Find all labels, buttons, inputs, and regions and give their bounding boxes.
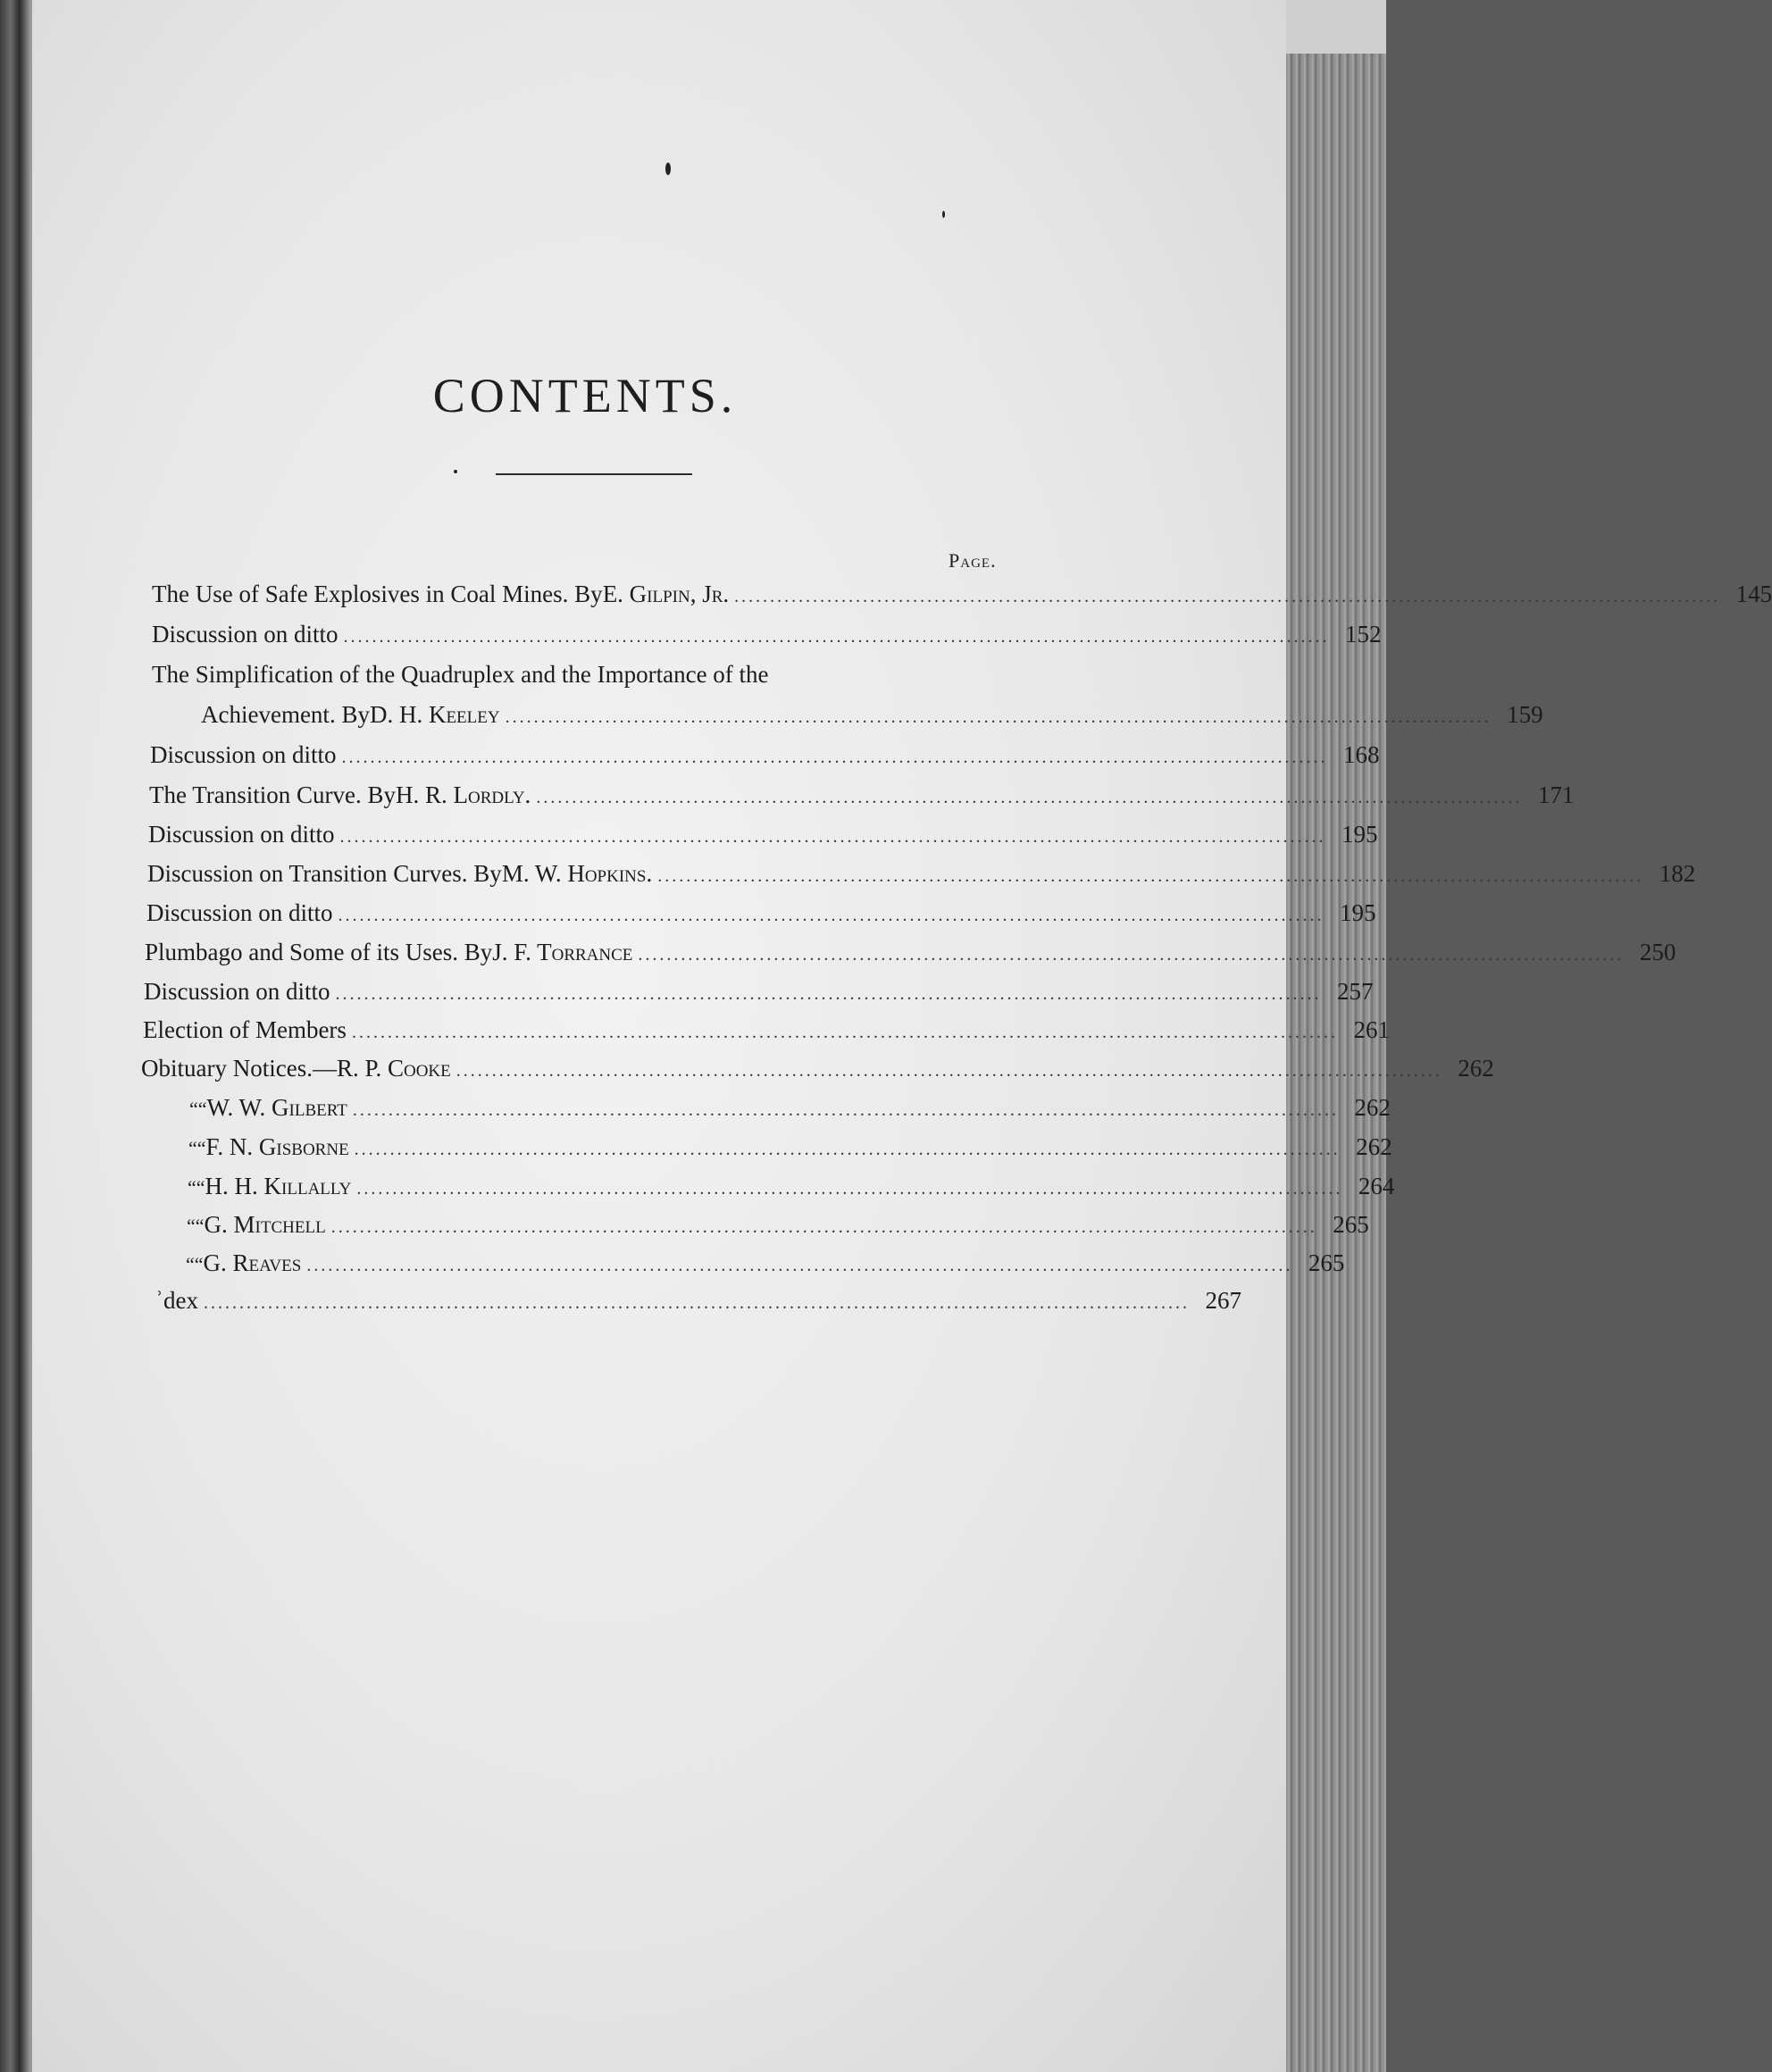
entry-label: Achievement. By xyxy=(201,701,370,728)
entry-page-number: 182 xyxy=(1659,860,1696,887)
toc-entry: Plumbago and Some of its Uses. By J. F. Torrance .......................................................................................................................................... 250 xyxy=(145,934,1007,970)
toc-entry: Obituary Notices.— R. P. Cooke .......................................................................................................................................... 262 xyxy=(141,1050,1004,1086)
entry-author: G. Reaves xyxy=(203,1249,302,1276)
toc-entry: “ “ G. Reaves .......................................................................................................................................... 265 xyxy=(186,1245,1000,1281)
toc-entry: Discussion on ditto .......................................................................................................................................... 195 xyxy=(146,895,1009,931)
entry-label: Discussion on ditto xyxy=(150,741,337,768)
entry-page-number: 262 xyxy=(1356,1133,1392,1160)
entry-page-number: 250 xyxy=(1639,939,1676,965)
entry-label: The Transition Curve. By xyxy=(149,781,397,808)
entry-first-line: The Simplification of the Quadruplex and the Importance of the xyxy=(152,661,769,688)
entry-author: R. P. Cooke xyxy=(336,1055,451,1082)
ditto-mark: “ xyxy=(186,1253,195,1275)
entry-page-number: 171 xyxy=(1537,781,1575,808)
toc-entry: Discussion on ditto .......................................................................................................................................... 195 xyxy=(148,816,1011,852)
toc-entry: “ “ G. Mitchell .......................................................................................................................................... 265 xyxy=(187,1207,1001,1242)
toc-entry: Achievement. By D. H. Keeley .......................................................................................................................................... 159 xyxy=(201,697,1015,732)
entry-author: F. N. Gisborne xyxy=(205,1133,349,1160)
toc-entry: Discussion on ditto .......................................................................................................................................... 168 xyxy=(150,737,1013,773)
entry-page-number: 267 xyxy=(1205,1287,1241,1314)
entry-page-number: 195 xyxy=(1340,899,1376,926)
entry-page-number: 168 xyxy=(1343,741,1380,768)
entry-label: Election of Members xyxy=(143,1016,347,1043)
entry-label: Discussion on ditto xyxy=(144,978,330,1005)
toc-entry: The Transition Curve. By H. R. Lordly. .......................................................................................................................................... 171 xyxy=(149,777,1012,813)
entry-label: Obituary Notices.— xyxy=(141,1055,337,1082)
entry-page-number: 262 xyxy=(1458,1055,1494,1082)
entry-author: H. H. Killally xyxy=(205,1173,352,1199)
entry-author: D. H. Keeley xyxy=(369,701,500,728)
ditto-mark: “ xyxy=(188,1137,197,1159)
entry-author: H. R. Lordly. xyxy=(396,781,531,808)
toc-entry: Discussion on ditto .......................................................................................................................................... 152 xyxy=(152,616,1015,652)
toc-entry: The Use of Safe Explosives in Coal Mines. By E. Gilpin, Jr. .......................................................................................................................................... 145 xyxy=(152,576,1015,612)
ditto-mark: “ xyxy=(188,1176,196,1199)
ditto-mark: “ xyxy=(197,1098,207,1120)
ditto-mark: “ xyxy=(196,1137,206,1159)
entry-page-number: 265 xyxy=(1333,1211,1369,1238)
entry-author: W. W. Gilbert xyxy=(206,1094,347,1121)
entry-label: Discussion on ditto xyxy=(152,621,339,648)
entry-page-number: 264 xyxy=(1358,1173,1395,1199)
toc-entry: ʾdex .......................................................................................................................................... 267 xyxy=(155,1282,999,1318)
entry-label: Discussion on ditto xyxy=(146,899,333,926)
entry-author: E. Gilpin, Jr. xyxy=(602,581,730,607)
toc-entry: “ “ F. N. Gisborne .......................................................................................................................................... 262 xyxy=(188,1129,1003,1165)
entry-page-number: 152 xyxy=(1345,621,1382,648)
entry-page-number: 195 xyxy=(1342,821,1378,848)
ditto-mark: “ xyxy=(195,1215,205,1237)
ditto-mark: “ xyxy=(189,1098,198,1120)
page-column-heading: Page. xyxy=(949,549,997,572)
toc-entry: Election of Members .......................................................................................................................................... 261 xyxy=(143,1012,1006,1048)
entry-page-number: 265 xyxy=(1308,1249,1345,1276)
toc-entry: Discussion on ditto .......................................................................................................................................... 257 xyxy=(144,973,1007,1009)
entry-page-number: 159 xyxy=(1507,701,1543,728)
page-title: CONTENTS. xyxy=(432,369,738,422)
entry-page-number: 145 xyxy=(1735,581,1772,607)
ditto-mark: “ xyxy=(187,1215,196,1237)
entry-label: The Use of Safe Explosives in Coal Mines. By xyxy=(152,581,603,607)
entry-label: Plumbago and Some of its Uses. By xyxy=(145,939,493,965)
entry-label: ʾdex xyxy=(155,1287,198,1314)
entry-label: Discussion on ditto xyxy=(148,821,335,848)
toc-entry: Discussion on Transition Curves. By M. W. Hopkins. .......................................................................................................................................... 182 xyxy=(147,856,1010,891)
entry-page-number: 262 xyxy=(1354,1094,1391,1121)
toc-entry: “ “ W. W. Gilbert .......................................................................................................................................... 262 xyxy=(189,1090,1004,1125)
entry-author: J. F. Torrance xyxy=(492,939,633,965)
toc-entry: “ “ H. H. Killally .......................................................................................................................................... 264 xyxy=(188,1168,1002,1204)
entry-author: M. W. Hopkins. xyxy=(501,860,653,887)
entry-page-number: 257 xyxy=(1337,978,1374,1005)
ditto-mark: “ xyxy=(194,1253,204,1275)
entry-label: Discussion on Transition Curves. By xyxy=(147,860,502,887)
entry-page-number: 261 xyxy=(1353,1016,1390,1043)
ditto-mark: “ xyxy=(196,1176,205,1199)
entry-author: G. Mitchell xyxy=(204,1211,326,1238)
